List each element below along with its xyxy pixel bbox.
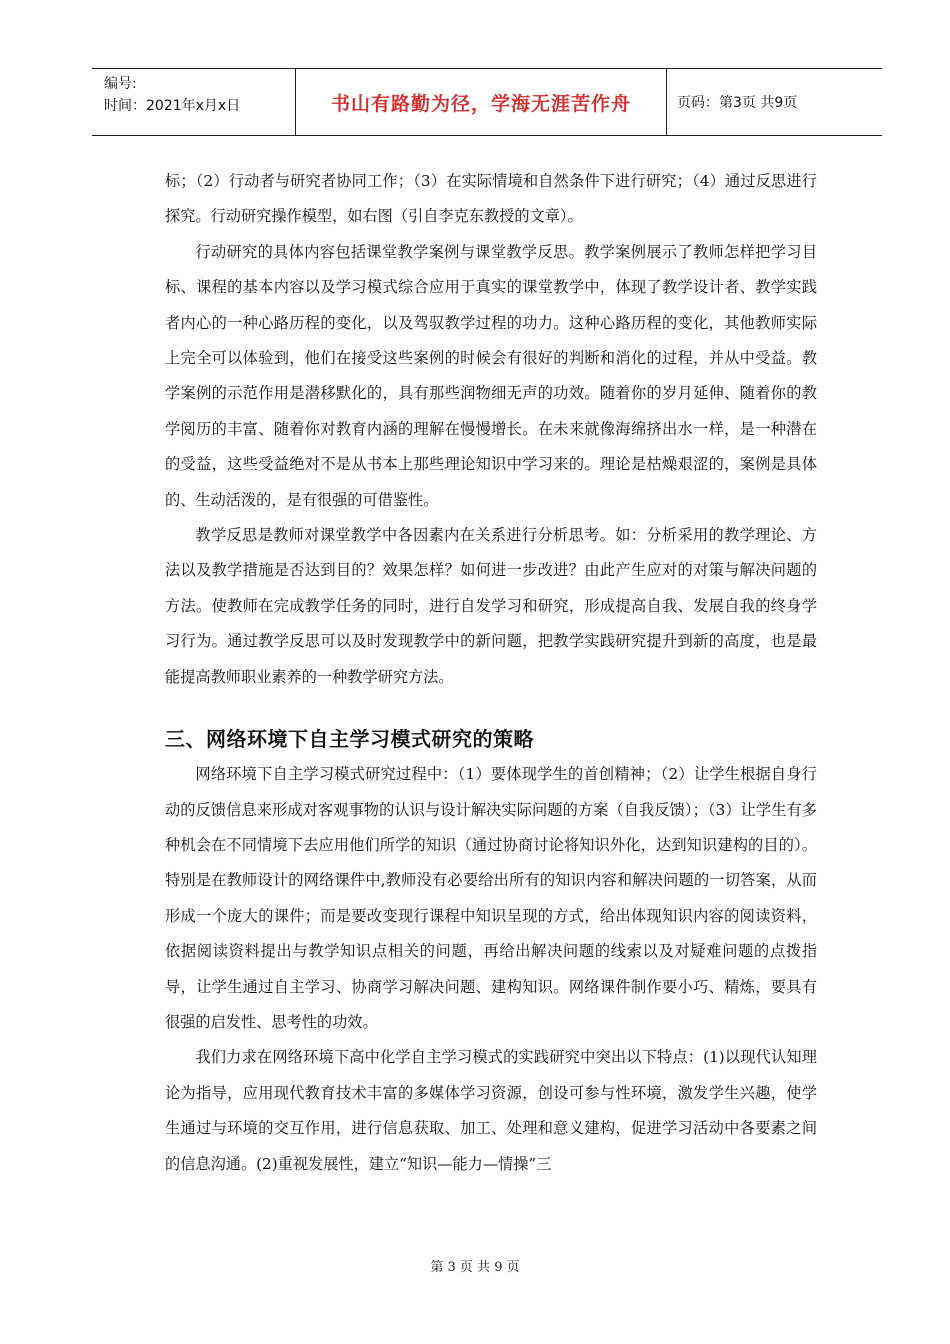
paragraph-5: 我们力求在网络环境下高中化学自主学习模式的实践研究中突出以下特点：(1)以现代认知理论为指导，应用现代教育技术丰富的多媒体学习资源，创设可参与性环境，激发学生兴趣，使学生通过与环境的交互作用，进行信息获取、加工、处理和意义建构，促进学习活动中各要素之间的信息沟通。(2)重视发展性，建立“知识—能力—情操”三 <box>165 1048 817 1173</box>
paragraph-3: 教学反思是教师对课堂教学中各因素内在关系进行分析思考。如：分析采用的教学理论、方法以及教学措施是否达到目的？效果怎样？如何进一步改进？由此产生应对的对策与解决问题的方法。使教师在完成教学任务的同时，进行自发学习和研究，形成提高自我、发展自我的终身学习行为。通过教学反思可以及时发现教学中的新问题，把教学实践研究提升到新的高度，也是最能提高教师职业素养的一种教学研究方法。 <box>165 526 817 686</box>
page-footer: 第 3 页 共 9 页 <box>430 1260 520 1275</box>
document-header <box>92 68 882 136</box>
header-motto: 书山有路勤为径，学海无涯苦作舟 <box>295 69 667 135</box>
document-body <box>165 164 817 1182</box>
paragraph-4: 网络环境下自主学习模式研究过程中：（1）要体现学生的首创精神；（2）让学生根据自身行动的反馈信息来形成对客观事物的认识与设计解决实际问题的方案（自我反馈）；（3）让学生有多种机会在不同情境下去应用他们所学的知识（通过协商讨论将知识外化，达到知识建构的目的）。特别是在教师设计的网络课件中,教师没有必要给出所有的知识内容和解决问题的一切答案，从而形成一个庞大的课件；而是要改变现行课程中知识呈现的方式，给出体现知识内容的阅读资料，依据阅读资料提出与教学知识点相关的问题，再给出解决问题的线索以及对疑难问题的点拨指导，让学生通过自主学习、协商学习解决问题、建构知识。网络课件制作要小巧、精炼，要具有很强的启发性、思考性的功效。 <box>165 765 817 1031</box>
paragraph-1: 标；（2）行动者与研究者协同工作；（3）在实际情境和自然条件下进行研究；（4）通过反思进行探究。行动研究操作模型，如右图（引自李克东教授的文章）。 <box>165 172 817 226</box>
header-time-label: 时间：2021年x月x日 <box>104 98 241 114</box>
paragraph-2: 行动研究的具体内容包括课堂教学案例与课堂教学反思。教学案例展示了教师怎样把学习目标、课程的基本内容以及学习模式综合应用于真实的课堂教学中，体现了教学设计者、教学实践者内心的一种心路历程的变化，以及驾驭教学过程的功力。这种心路历程的变化，其他教师实际上完全可以体验到，他们在接受这些案例的时候会有很好的判断和消化的过程，并从中受益。教学案例的示范作用是潜移默化的，具有那些润物细无声的功效。随着你的岁月延伸、随着你的教学阅历的丰富、随着你对教育内涵的理解在慢慢增长。在未来就像海绵挤出水一样，是一种潜在的受益，这些受益绝对不是从书本上那些理论知识中学习来的。理论是枯燥艰涩的，案例是具体的、生动活泼的，是有很强的可借鉴性。 <box>165 242 817 509</box>
header-number-label: 编号: <box>104 76 137 92</box>
header-meta <box>92 69 295 135</box>
header-page-label: 页码：第3页 共9页 <box>677 95 798 111</box>
section-heading: 三、网络环境下自主学习模式研究的策略 <box>165 727 534 752</box>
